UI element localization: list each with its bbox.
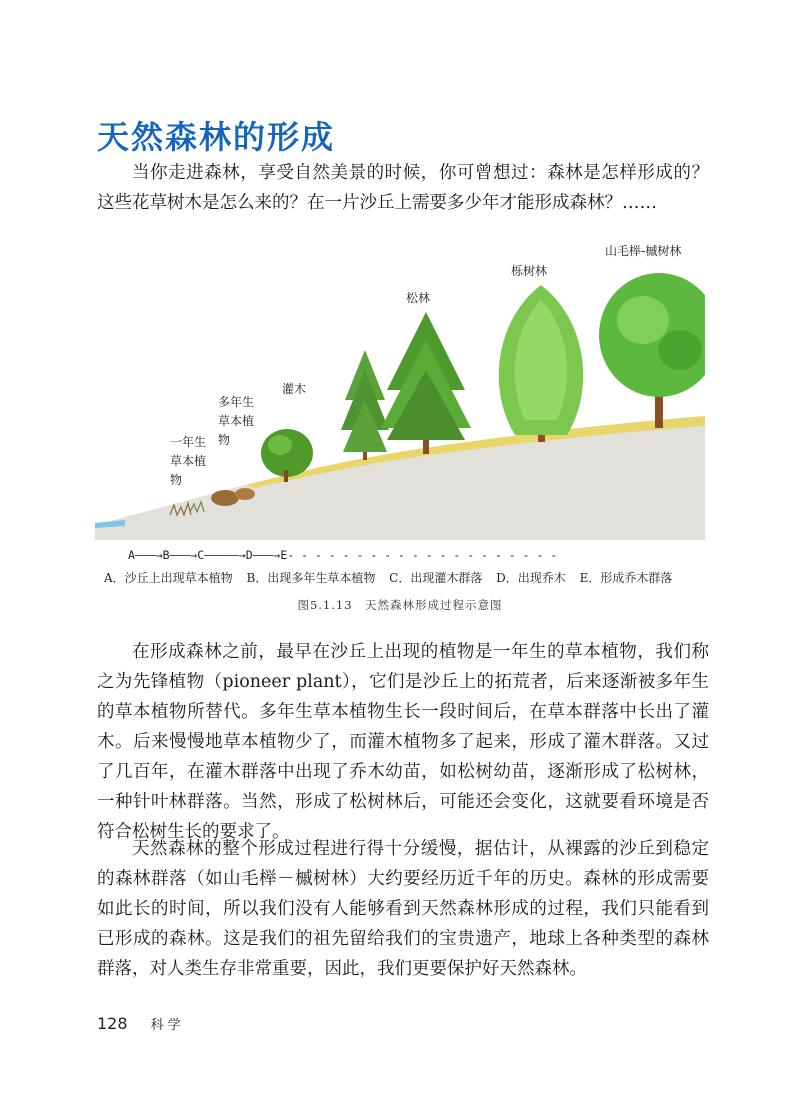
stage-d: D．出现乔木 (496, 571, 566, 585)
stage-descriptions (104, 569, 724, 586)
page-footer (97, 1014, 185, 1033)
annual-herb-label: 一年生草本植物 (170, 435, 207, 487)
intro-paragraph: 当你走进森林，享受自然美景的时候，你可曾想过：森林是怎样形成的？这些花草树木是怎么来的？在一片沙丘上需要多少年才能形成森林？…… (97, 163, 709, 213)
stage-e: E．形成乔木群落 (579, 571, 673, 585)
shrub-label: 灌木 (282, 382, 307, 396)
body-paragraph-1: 在形成森林之前，最早在沙丘上出现的植物是一年生的草本植物，我们称之为先锋植物（pioneer plant），它们是沙丘上的拓荒者，后来逐渐被多年生的草本植物所替代。多年生草本植物生长一段时间后，在草本群落中长出了灌木。后来慢慢地草本植物少了，而灌木植物多了起来，形成了灌木群落。又过了几百年，在灌木群落中出现了乔木幼苗，如松树幼苗，逐渐形成了松树林，一种针叶林群落。当然，形成了松树林后，可能还会变化，这就要看环境是否符合松树生长的要求了。 (97, 642, 709, 842)
body-paragraph-2: 天然森林的整个形成过程进行得十分缓慢，据估计，从裸露的沙丘到稳定的森林群落（如山毛榉－槭树林）大约要经历近千年的历史。森林的形成需要如此长的时间，所以我们没有人能够看到天然森林形成的过程，我们只能看到已形成的森林。这是我们的祖先留给我们的宝贵遗产，地球上各种类型的森林群落，对人类生存非常重要，因此，我们更要保护好天然森林。 (97, 839, 709, 979)
beech-maple-label: 山毛榉-槭树林 (605, 244, 682, 258)
beech-maple-tree-icon (599, 273, 705, 428)
page-title: 天然森林的形成 (97, 118, 336, 156)
forest-succession-illustration (95, 240, 705, 540)
stage-c: C．出现灌木群落 (389, 571, 483, 585)
oak-tree-icon (499, 285, 583, 442)
stage-a: A．沙丘上出现草本植物 (104, 571, 233, 585)
stage-b: B．出现多年生草本植物 (246, 571, 376, 585)
pine-label: 松林 (406, 291, 431, 305)
subject-label: 科学 (150, 1018, 185, 1033)
page-number: 128 (97, 1014, 128, 1033)
small-pine-icon (341, 350, 389, 460)
succession-diagram (95, 240, 705, 540)
pine-tree-icon (381, 312, 471, 454)
succession-arrow-line: A———→B———→C—————→D———→E- - - - - - - - - - - - - - - - - - - - (128, 548, 558, 562)
perennial-herb-label: 多年生草本植物 (218, 395, 255, 447)
figure-caption: 图5.1.13 天然森林形成过程示意图 (297, 598, 503, 612)
oak-label: 栎树林 (511, 264, 548, 278)
